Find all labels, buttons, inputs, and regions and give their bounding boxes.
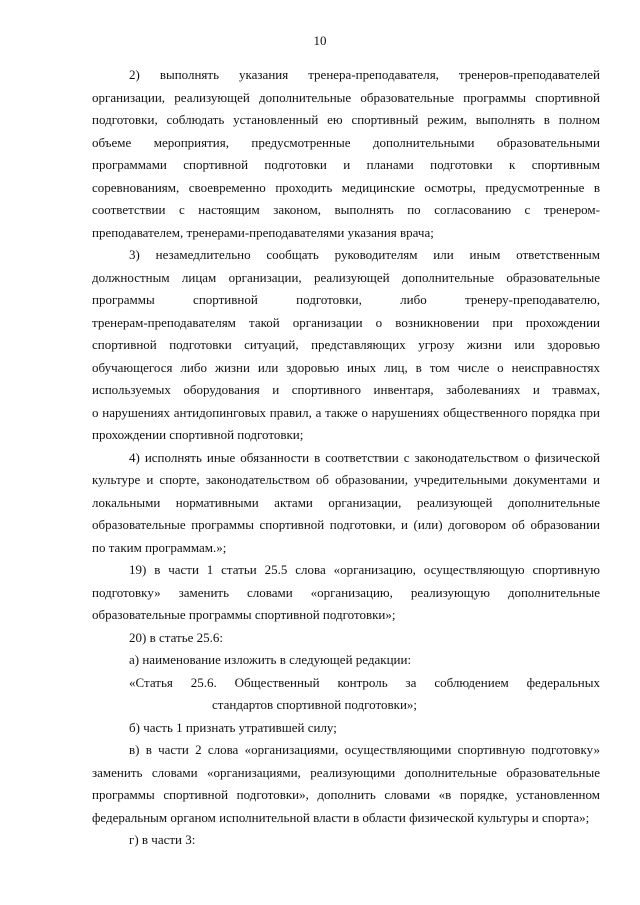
text-line: «Статья 25.6. Общественный контроль за соблюдением федеральных bbox=[129, 674, 600, 690]
paragraph bbox=[92, 627, 600, 650]
title-continuation-line: стандартов спортивной подготовки»; bbox=[212, 697, 418, 712]
text-line: объеме мероприятия, предусмотренные дополнительными образовательными bbox=[92, 134, 600, 150]
paragraph bbox=[92, 559, 600, 627]
text-line: программы спортивной подготовки, либо тренеру-преподавателю, bbox=[92, 292, 600, 307]
text-line: 19) в части 1 статьи 25.5 слова «организацию, осуществляющую спортивную bbox=[129, 562, 600, 577]
text-line: по таким программам.»; bbox=[92, 539, 227, 555]
text-line: обучающегося либо жизни или здоровью иных лиц, в том числе о неисправностях bbox=[92, 359, 600, 375]
text-line: 4) исполнять иные обязанности в соответствии с законодательством о физической bbox=[129, 449, 600, 465]
text-line: программы спортивной подготовки», дополнить словами «в порядке, установленном bbox=[92, 787, 600, 802]
paragraph bbox=[92, 649, 600, 672]
paragraph bbox=[92, 672, 600, 717]
text-line: тренерам-преподавателям такой организации о возникновении при прохождении bbox=[92, 314, 600, 330]
text-line: соревнованиям, своевременно проходить медицинские осмотры, предусмотренные в bbox=[92, 179, 600, 195]
text-line: прохождении спортивной подготовки; bbox=[92, 427, 304, 442]
text-line: г) в части 3: bbox=[129, 832, 196, 847]
text-line: 20) в статье 25.6: bbox=[129, 629, 224, 645]
text-line: а) наименование изложить в следующей редакции: bbox=[129, 652, 412, 667]
document-body bbox=[92, 64, 600, 852]
paragraph bbox=[92, 739, 600, 829]
text-line: спортивной подготовки ситуаций, представляющих угрозу жизни или здоровью bbox=[92, 337, 600, 352]
text-line: в) в части 2 слова «организациями, осуществляющими спортивную подготовку» bbox=[129, 742, 600, 757]
paragraph bbox=[92, 829, 600, 852]
paragraph bbox=[92, 244, 600, 447]
text-line: образовательные программы спортивной подготовки, и (или) договором об образовании bbox=[92, 517, 600, 532]
text-line: подготовку» заменить словами «организацию, реализующую дополнительные bbox=[92, 584, 600, 600]
text-line: 3) незамедлительно сообщать руководителям или иным ответственным bbox=[129, 247, 600, 262]
text-line: культуре и спорте, законодательством об образовании, учредительными документами и bbox=[92, 472, 600, 487]
text-line: используемых оборудования и спортивного инвентаря, заболеваниях и травмах, bbox=[92, 382, 600, 397]
text-line: о нарушениях антидопинговых правил, а также о нарушениях общественного порядка при bbox=[92, 404, 600, 420]
text-line: преподавателем, тренерами-преподавателями указания врача; bbox=[92, 224, 434, 240]
page-number: 10 bbox=[313, 33, 327, 48]
text-line: организации, реализующей дополнительные образовательные программы спортивной bbox=[92, 89, 600, 105]
text-line: должностным лицам организации, реализующей дополнительные образовательные bbox=[92, 269, 600, 285]
text-line: подготовки, соблюдать установленный ею спортивный режим, выполнять в полном bbox=[92, 112, 600, 127]
text-line: образовательные программы спортивной подготовки»; bbox=[92, 607, 396, 622]
text-line: федеральным органом исполнительной власти в области физической культуры и спорта»; bbox=[92, 809, 590, 825]
text-line: 2) выполнять указания тренера-преподавателя, тренеров-преподавателей bbox=[129, 67, 600, 82]
text-line: б) часть 1 признать утратившей силу; bbox=[129, 719, 337, 735]
paragraph bbox=[92, 717, 600, 740]
paragraph bbox=[92, 447, 600, 560]
text-line: программами спортивной подготовки и планами подготовки к спортивным bbox=[92, 157, 600, 172]
text-line: соответствии с настоящим законом, выполнять по согласованию с тренером- bbox=[92, 202, 600, 217]
text-line: локальными нормативными актами организации, реализующей дополнительные bbox=[92, 494, 600, 510]
paragraph bbox=[92, 64, 600, 244]
text-line: заменить словами «организациями, реализующими дополнительные образовательные bbox=[92, 764, 600, 780]
